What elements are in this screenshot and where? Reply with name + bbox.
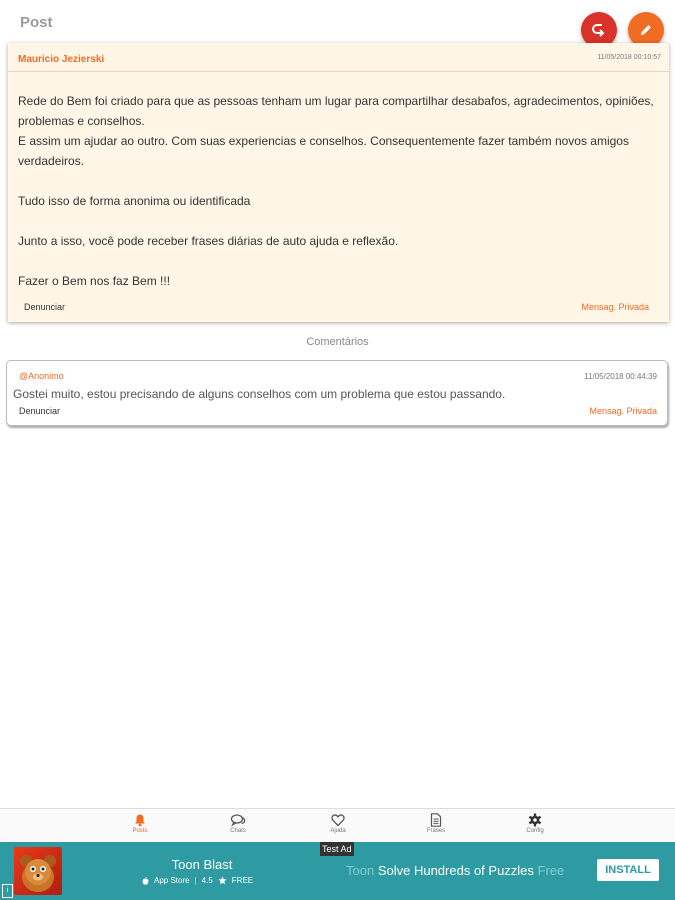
undo-arrow-icon: [591, 22, 607, 38]
comment-private-message-button[interactable]: Mensag. Privada: [589, 406, 657, 416]
star-icon: [218, 876, 227, 885]
nav-item-chats[interactable]: [208, 813, 268, 834]
chat-bubbles-icon: [230, 813, 246, 827]
divider: [8, 71, 669, 72]
nav-item-config[interactable]: [505, 813, 565, 834]
nav-item-frases[interactable]: [406, 813, 466, 834]
apple-icon: [142, 877, 149, 885]
ad-tagline: [346, 863, 564, 878]
comments-heading: Comentários: [306, 336, 369, 348]
pencil-icon: [638, 22, 654, 38]
nav-label-frases: Frases: [426, 828, 446, 834]
ad-tagline-main: Solve Hundreds of Puzzles: [377, 863, 534, 878]
ad-tagline-suffix: Free: [537, 863, 565, 878]
ad-tagline-prefix: Toon: [346, 863, 375, 878]
comment-body: Gostei muito, estou precisando de alguns conselhos com um problema que estou passando.: [13, 387, 506, 401]
ad-separator: |: [194, 876, 197, 885]
bottom-nav: [0, 808, 675, 843]
ad-rating: 4.5: [201, 876, 213, 885]
bell-icon: [133, 813, 147, 827]
comment-report-button[interactable]: Denunciar: [19, 406, 61, 416]
comment-author[interactable]: @Anonimo: [19, 371, 64, 381]
post-card: [8, 43, 669, 322]
gear-icon: [528, 813, 542, 827]
ad-tag: Test Ad: [322, 844, 352, 854]
ad-price: FREE: [231, 876, 254, 885]
comment-card: [6, 360, 668, 426]
nav-label-chats: Chats: [230, 828, 246, 834]
nav-label-config: Config: [526, 828, 544, 834]
ad-info-icon[interactable]: i: [2, 884, 13, 898]
post-author[interactable]: Mauricio Jezierski: [18, 54, 105, 65]
page-title: Post: [20, 14, 53, 31]
comment-date: 11/05/2018 00:44:39: [584, 372, 657, 381]
post-date: 11/05/2018 00:10:57: [597, 54, 661, 61]
report-button[interactable]: Denunciar: [24, 302, 66, 312]
nav-item-posts[interactable]: [110, 813, 170, 834]
post-body: Rede do Bem foi criado para que as pessoas tenham um lugar para compartilhar desabafos, agradecimentos, opiniões, problemas e conselhos. E assim um ajudar ao outro. Com suas experiencias e conselhos. Consequentemente fazer também novos amigos verdadeiros. Tudo isso de forma anonima ou identificada Junto a isso, você pode receber frases diárias de auto ajuda e reflexão. Fazer o Bem nos faz Bem !!!: [18, 94, 654, 288]
nav-label-posts: Posts: [132, 828, 148, 834]
nav-label-ajuda: Ajuda: [330, 828, 346, 834]
ad-app-icon[interactable]: [14, 847, 62, 895]
ad-store: App Store: [154, 876, 190, 885]
ad-app-name[interactable]: Toon Blast: [171, 857, 233, 872]
document-icon: [430, 813, 442, 827]
ad-meta: [142, 876, 253, 885]
private-message-button[interactable]: Mensag. Privada: [581, 302, 649, 312]
nav-item-ajuda[interactable]: [308, 813, 368, 834]
ad-install-button[interactable]: INSTALL: [597, 859, 659, 881]
heart-icon: [331, 813, 345, 827]
